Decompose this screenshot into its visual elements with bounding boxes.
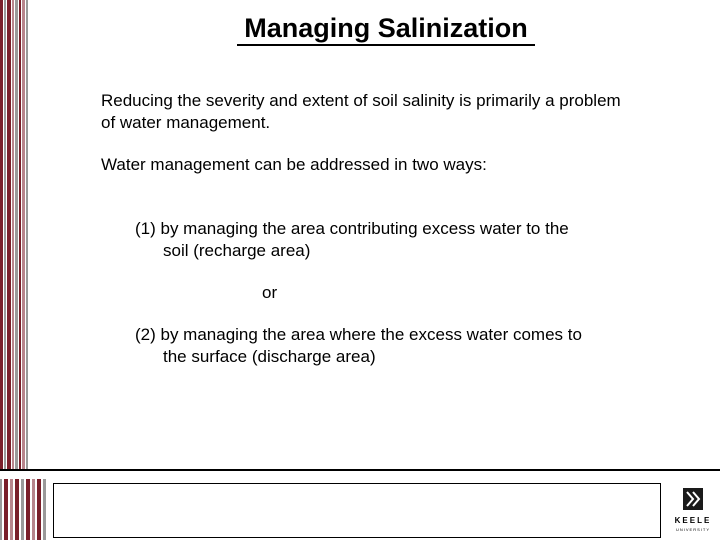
list-item-discharge: [135, 324, 655, 368]
bottom-decorative-stripes: [0, 479, 50, 540]
logo-subtitle: UNIVERSITY: [675, 527, 710, 532]
logo-name: KEELE: [674, 516, 712, 525]
paragraph-intro: Reducing the severity and extent of soil salinity is primarily a problem of water management.: [101, 91, 621, 132]
list-item-recharge: [135, 218, 655, 262]
list-item-line: (2) by managing the area where the excess water comes to: [135, 325, 582, 344]
slide-title: Managing Salinization: [237, 12, 535, 46]
list-item-line: the surface (discharge area): [163, 347, 376, 366]
paragraph-ways: Water management can be addressed in two ways:: [101, 155, 487, 174]
left-decorative-stripes: [0, 0, 30, 470]
separator-or: or: [262, 283, 278, 302]
list-item-line: soil (recharge area): [163, 241, 311, 260]
footer-divider: [0, 469, 720, 471]
list-item-line: (1) by managing the area contributing excess water to the: [135, 219, 569, 238]
logo-mark-icon: [683, 488, 703, 510]
footer-box: [53, 483, 661, 538]
